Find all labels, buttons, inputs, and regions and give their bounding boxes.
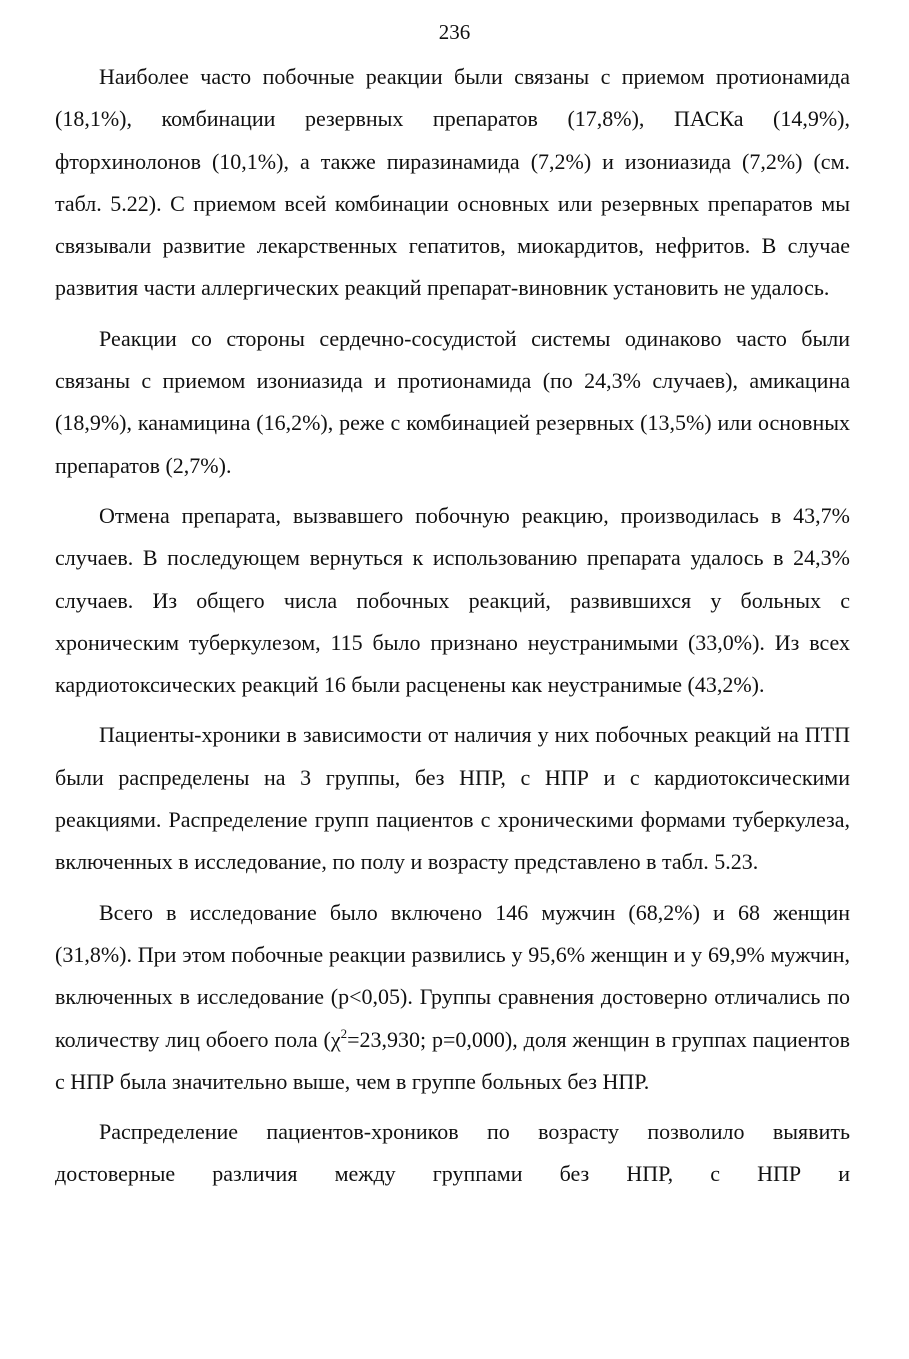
paragraph-age-distribution: Распределение пациентов-хроников по возрасту позволило выявить достоверные различия между группами без НПР, с НПР и <box>55 1119 850 1187</box>
paragraph-side-effects-drugs: Наиболее часто побочные реакции были связаны с приемом протионамида (18,1%), комбинации резервных препаратов (17,8%), ПАСКа (14,9%), фторхинолонов (10,1%), а также пиразинамида (7,2%) и изониазида (7,2%) (см. табл. 5.22). С приемом всей комбинации основных или резервных препаратов мы связывали развитие лекарственных гепатитов, миокардитов, нефритов. В случае развития части аллергических реакций препарат-виновник установить не удалось. <box>55 64 850 301</box>
paragraph-sex-distribution <box>55 892 850 1103</box>
sex-distribution-text-after: =23,930; p=0,000), доля женщин в группах пациентов с НПР была значительно выше, чем в группе больных без НПР. <box>55 1026 850 1094</box>
body-text <box>55 56 850 1196</box>
paragraph-patient-groups: Пациенты-хроники в зависимости от наличия у них побочных реакций на ПТП были распределены на 3 группы, без НПР, с НПР и с кардиотоксическими реакциями. Распределение групп пациентов с хроническими формами туберкулеза, включенных в исследование, по полу и возрасту представлено в табл. 5.23. <box>55 722 850 875</box>
chi-square-superscript: 2 <box>340 1025 348 1041</box>
paragraph-drug-withdrawal: Отмена препарата, вызвавшего побочную реакцию, производилась в 43,7% случаев. В последующем вернуться к использованию препарата удалось в 24,3% случаев. Из общего числа побочных реакций, развившихся у больных с хроническим туберкулезом, 115 было признано неустранимыми (33,0%). Из всех кардиотоксических реакций 16 были расценены как неустранимые (43,2%). <box>55 502 850 698</box>
paragraph-cardiovascular-reactions: Реакции со стороны сердечно-сосудистой системы одинаково часто были связаны с приемом изониазида и протионамида (по 24,3% случаев), амикацина (18,9%), канамицина (16,2%), реже с комбинацией резервных (13,5%) или основных препаратов (2,7%). <box>55 325 850 478</box>
page-number: 236 <box>438 20 471 44</box>
sex-distribution-text-before: Всего в исследование было включено 146 мужчин (68,2%) и 68 женщин (31,8%). При этом побочные реакции развились у 95,6% женщин и у 69,9% мужчин, включенных в исследование (p<0,05). Группы сравнения достоверно отличались по количеству лиц обоего пола (χ <box>55 899 850 1052</box>
